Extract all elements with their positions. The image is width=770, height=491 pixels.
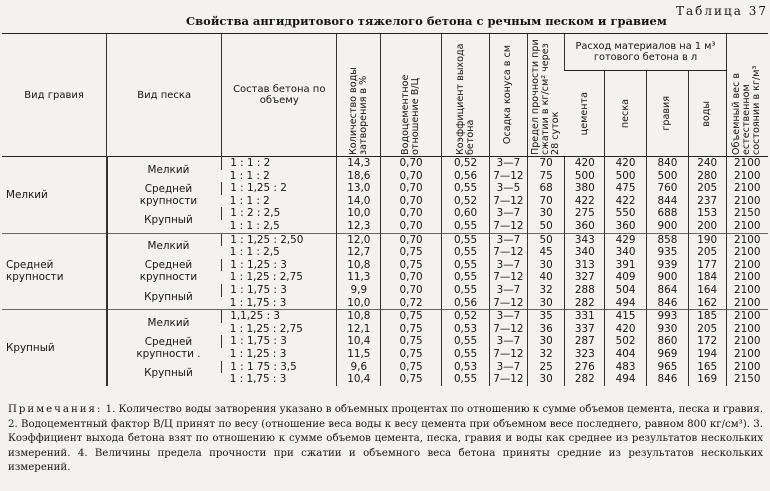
data-cell: 2100 <box>726 271 768 284</box>
data-cell: 2100 <box>726 323 768 336</box>
data-cell: 1 : 1 : 2,5 <box>229 219 280 232</box>
data-cell: 0,75 <box>381 348 442 361</box>
data-cell: 288 <box>565 284 605 297</box>
data-cell: 3—7 <box>490 259 528 272</box>
header-yield: Коэффициент выхода бетона <box>454 43 476 155</box>
data-cell: 0,52 <box>441 310 489 323</box>
data-cell: 68 <box>527 182 565 195</box>
data-cell: 1 : 1,75 : 3 <box>229 373 287 386</box>
sand-type-cell: Мелкий <box>107 233 222 259</box>
data-cell: 2100 <box>726 348 768 361</box>
data-cell: 0,70 <box>381 220 442 233</box>
data-cell: 1 : 1,25 : 2,75 <box>229 271 303 284</box>
data-cell: 7—12 <box>490 220 528 233</box>
data-cell: 844 <box>647 195 689 208</box>
data-cell: 3—7 <box>490 233 528 246</box>
data-cell: 340 <box>565 246 605 259</box>
data-cell: 40 <box>527 271 565 284</box>
data-cell: 475 <box>605 182 647 195</box>
data-cell: 7—12 <box>490 297 528 310</box>
data-cell: 0,70 <box>381 207 442 220</box>
data-cell: 2100 <box>726 297 768 310</box>
data-cell: 420 <box>605 323 647 336</box>
table-body <box>2 157 768 386</box>
data-cell: 0,53 <box>441 323 489 336</box>
data-cell: 11,5 <box>337 348 381 361</box>
data-cell: 0,52 <box>441 195 489 208</box>
data-cell: 1 : 1 : 2,5 <box>229 246 280 259</box>
table-row <box>2 259 768 272</box>
data-cell: 240 <box>688 157 726 170</box>
table-row <box>2 157 768 170</box>
data-cell: 12,7 <box>337 246 381 259</box>
data-cell: 1 : 1,25 : 3 <box>222 259 337 272</box>
data-cell: 0,55 <box>441 259 489 272</box>
header-water-qty: Количество воды затворения в % <box>347 67 369 155</box>
data-cell: 502 <box>605 335 647 348</box>
data-cell: 0,75 <box>381 246 442 259</box>
data-cell: 360 <box>605 220 647 233</box>
data-cell: 1 : 1 75 : 3,5 <box>222 361 337 374</box>
data-cell: 846 <box>647 373 689 386</box>
data-cell: 7—12 <box>490 271 528 284</box>
data-cell: 70 <box>527 157 565 170</box>
data-cell: 2100 <box>726 259 768 272</box>
data-cell: 0,70 <box>381 284 442 297</box>
data-cell: 500 <box>647 170 689 183</box>
data-cell: 162 <box>688 297 726 310</box>
data-cell: 0,56 <box>441 297 489 310</box>
table-row <box>2 233 768 246</box>
data-cell: 327 <box>565 271 605 284</box>
data-cell: 864 <box>647 284 689 297</box>
data-cell: 0,75 <box>381 310 442 323</box>
data-cell: 2100 <box>726 233 768 246</box>
data-cell: 1 : 1,25 : 2,75 <box>229 322 303 335</box>
data-cell: 205 <box>688 323 726 336</box>
header-wc-ratio: Водоцементное отношение В/Ц <box>400 74 422 155</box>
data-cell: 7—12 <box>490 348 528 361</box>
data-cell: 10,4 <box>337 373 381 386</box>
data-cell: 0,70 <box>381 170 442 183</box>
header-sand: Вид песка <box>107 34 222 157</box>
data-cell: 25 <box>527 361 565 374</box>
data-cell: 0,55 <box>441 246 489 259</box>
header-gravel: Вид гравия <box>2 34 107 157</box>
data-cell: 75 <box>527 170 565 183</box>
data-cell: 969 <box>647 348 689 361</box>
data-cell: 0,55 <box>441 233 489 246</box>
data-cell: 422 <box>605 195 647 208</box>
data-cell: 2100 <box>726 157 768 170</box>
data-cell: 205 <box>688 182 726 195</box>
data-cell: 3—7 <box>490 310 528 323</box>
data-cell: 7—12 <box>490 170 528 183</box>
data-cell: 3—5 <box>490 182 528 195</box>
data-cell: 12,0 <box>337 233 381 246</box>
data-cell: 500 <box>565 170 605 183</box>
data-cell: 993 <box>647 310 689 323</box>
data-cell: 360 <box>565 220 605 233</box>
data-cell: 391 <box>605 259 647 272</box>
notes-text: 1. Количество воды затворения указано в объемных процентах по отношению к сумме объемов цемента, песка и гравия. 2. Водоцементный фактор В/Ц принят по весу (отношение веса воды к весу цемента при объемном весе последнего, равном 800 кг/см³). 3. Коэффициент выхода бетона взят по отношению к сумме объемов цемента, песка, гравия и воды как среднее из результатов нескольких измерений. 4. Величины предела прочности при сжатии и объемного веса бетона приняты средние из результатов нескольких измерений. <box>8 404 763 473</box>
data-cell: 1,1,25 : 3 <box>222 310 337 323</box>
data-cell: 429 <box>605 233 647 246</box>
data-cell: 0,70 <box>381 271 442 284</box>
data-cell: 50 <box>527 233 565 246</box>
data-cell: 275 <box>565 207 605 220</box>
data-cell: 7—12 <box>490 373 528 386</box>
data-cell: 194 <box>688 348 726 361</box>
data-cell: 1 : 1,75 : 3 <box>222 284 337 297</box>
data-cell: 0,70 <box>381 233 442 246</box>
data-cell: 45 <box>527 246 565 259</box>
sand-type-cell: Крупный <box>107 361 222 386</box>
data-cell: 200 <box>688 220 726 233</box>
sand-type-cell: Средней крупности <box>107 182 222 207</box>
data-cell: 0,55 <box>441 348 489 361</box>
data-cell: 36 <box>527 323 565 336</box>
table-number: Таблица 37 <box>676 4 768 18</box>
data-cell: 965 <box>647 361 689 374</box>
data-cell: 2100 <box>726 284 768 297</box>
data-cell: 409 <box>605 271 647 284</box>
data-cell: 0,53 <box>441 361 489 374</box>
data-cell: 0,55 <box>441 271 489 284</box>
data-cell: 0,55 <box>441 182 489 195</box>
data-cell: 35 <box>527 310 565 323</box>
data-cell: 404 <box>605 348 647 361</box>
data-cell: 276 <box>565 361 605 374</box>
data-cell: 0,70 <box>381 182 442 195</box>
data-cell: 1 : 2 : 2,5 <box>222 207 337 220</box>
data-cell: 70 <box>527 195 565 208</box>
data-cell: 337 <box>565 323 605 336</box>
data-cell: 14,0 <box>337 195 381 208</box>
data-cell: 1 : 1,25 : 2 <box>222 182 337 195</box>
data-cell: 14,3 <box>337 157 381 170</box>
data-cell: 3—7 <box>490 207 528 220</box>
data-cell: 9,6 <box>337 361 381 374</box>
data-cell: 323 <box>565 348 605 361</box>
data-cell: 3—7 <box>490 361 528 374</box>
data-cell: 32 <box>527 348 565 361</box>
table-row <box>2 284 768 297</box>
data-cell: 2100 <box>726 195 768 208</box>
data-cell: 0,60 <box>441 207 489 220</box>
data-cell: 10,0 <box>337 207 381 220</box>
gravel-type-cell: Средней крупности <box>2 233 107 310</box>
table-row <box>2 335 768 348</box>
data-cell: 900 <box>647 271 689 284</box>
sand-type-cell: Средней крупности . <box>107 335 222 360</box>
data-cell: 0,55 <box>441 220 489 233</box>
data-cell: 12,3 <box>337 220 381 233</box>
data-cell: 1 : 1 : 2 <box>229 194 270 207</box>
data-cell: 9,9 <box>337 284 381 297</box>
data-cell: 2150 <box>726 207 768 220</box>
data-cell: 10,8 <box>337 310 381 323</box>
data-cell: 3—7 <box>490 284 528 297</box>
data-cell: 420 <box>605 157 647 170</box>
data-cell: 1 : 1 : 2 <box>222 157 337 170</box>
data-cell: 494 <box>605 297 647 310</box>
data-cell: 282 <box>565 297 605 310</box>
data-cell: 415 <box>605 310 647 323</box>
data-cell: 930 <box>647 323 689 336</box>
data-cell: 10,8 <box>337 259 381 272</box>
sand-type-cell: Крупный <box>107 284 222 310</box>
header-density: Объемный вес в естественном состоянии в кг/м³ <box>731 65 763 155</box>
data-cell: 287 <box>565 335 605 348</box>
data-cell: 2100 <box>726 182 768 195</box>
data-cell: 184 <box>688 271 726 284</box>
data-cell: 1 : 1,75 : 3 <box>222 335 337 348</box>
data-cell: 3—7 <box>490 157 528 170</box>
concrete-properties-table <box>2 33 768 386</box>
data-cell: 7—12 <box>490 195 528 208</box>
data-cell: 7—12 <box>490 246 528 259</box>
sand-type-cell: Мелкий <box>107 157 222 183</box>
data-cell: 282 <box>565 373 605 386</box>
gravel-type-cell: Мелкий <box>6 188 48 201</box>
data-cell: 13,0 <box>337 182 381 195</box>
table-title: Свойства ангидритового тяжелого бетона с речным песком и гравием <box>186 14 667 28</box>
data-cell: 11,3 <box>337 271 381 284</box>
data-cell: 688 <box>647 207 689 220</box>
data-cell: 0,55 <box>441 284 489 297</box>
data-cell: 153 <box>688 207 726 220</box>
data-cell: 504 <box>605 284 647 297</box>
data-cell: 840 <box>647 157 689 170</box>
header-gravel-l: гравия <box>661 96 673 131</box>
data-cell: 494 <box>605 373 647 386</box>
table-row <box>2 310 768 323</box>
header-cement: цемента <box>578 91 590 136</box>
data-cell: 380 <box>565 182 605 195</box>
header-sand-l: песка <box>619 99 631 129</box>
table-row <box>2 207 768 220</box>
data-cell: 1 : 1,75 : 3 <box>229 296 287 309</box>
header-water-l: воды <box>701 100 713 127</box>
data-cell: 550 <box>605 207 647 220</box>
data-cell: 1 : 1,25 : 3 <box>229 347 287 360</box>
data-cell: 205 <box>688 246 726 259</box>
data-cell: 0,75 <box>381 361 442 374</box>
gravel-type-cell: Крупный <box>2 310 107 386</box>
data-cell: 0,75 <box>381 335 442 348</box>
data-cell: 422 <box>565 195 605 208</box>
sand-type-cell: Средней крупности <box>107 259 222 284</box>
data-cell: 340 <box>605 246 647 259</box>
sand-type-cell: Мелкий <box>107 310 222 336</box>
data-cell: 7—12 <box>490 323 528 336</box>
data-cell: 2100 <box>726 220 768 233</box>
data-cell: 483 <box>605 361 647 374</box>
data-cell: 169 <box>688 373 726 386</box>
data-cell: 846 <box>647 297 689 310</box>
notes-label: Примечания: <box>8 404 103 415</box>
data-cell: 12,1 <box>337 323 381 336</box>
data-cell: 0,52 <box>441 157 489 170</box>
data-cell: 50 <box>527 220 565 233</box>
data-cell: 2100 <box>726 361 768 374</box>
data-cell: 0,55 <box>441 373 489 386</box>
data-cell: 860 <box>647 335 689 348</box>
data-cell: 343 <box>565 233 605 246</box>
data-cell: 2100 <box>726 310 768 323</box>
data-cell: 172 <box>688 335 726 348</box>
data-cell: 939 <box>647 259 689 272</box>
table-row <box>2 182 768 195</box>
data-cell: 10,0 <box>337 297 381 310</box>
data-cell: 1 : 1 : 2 <box>229 169 270 182</box>
data-cell: 760 <box>647 182 689 195</box>
header-slump: Осадка конуса в см <box>502 45 514 145</box>
data-cell: 2100 <box>726 170 768 183</box>
data-cell: 935 <box>647 246 689 259</box>
data-cell: 30 <box>527 207 565 220</box>
data-cell: 0,72 <box>381 297 442 310</box>
data-cell: 858 <box>647 233 689 246</box>
data-cell: 177 <box>688 259 726 272</box>
data-cell: 331 <box>565 310 605 323</box>
data-cell: 18,6 <box>337 170 381 183</box>
data-cell: 30 <box>527 335 565 348</box>
data-cell: 0,70 <box>381 157 442 170</box>
data-cell: 185 <box>688 310 726 323</box>
data-cell: 32 <box>527 284 565 297</box>
data-cell: 190 <box>688 233 726 246</box>
data-cell: 10,4 <box>337 335 381 348</box>
data-cell: 2100 <box>726 335 768 348</box>
data-cell: 280 <box>688 170 726 183</box>
data-cell: 30 <box>527 373 565 386</box>
data-cell: 164 <box>688 284 726 297</box>
notes <box>8 403 763 476</box>
data-cell: 30 <box>527 297 565 310</box>
data-cell: 420 <box>565 157 605 170</box>
data-cell: 0,70 <box>381 195 442 208</box>
data-cell: 0,55 <box>441 335 489 348</box>
data-cell: 2100 <box>726 246 768 259</box>
header-composition: Состав бетона по объему <box>222 34 337 157</box>
data-cell: 313 <box>565 259 605 272</box>
data-cell: 900 <box>647 220 689 233</box>
data-cell: 3—7 <box>490 335 528 348</box>
sand-type-cell: Крупный <box>107 207 222 233</box>
data-cell: 165 <box>688 361 726 374</box>
table-row <box>2 361 768 374</box>
header-consumption: Расход материалов на 1 м³ готового бетона в л <box>565 34 726 71</box>
data-cell: 0,75 <box>381 259 442 272</box>
data-cell: 0,75 <box>381 373 442 386</box>
data-cell: 1 : 1,25 : 2,50 <box>222 233 337 246</box>
data-cell: 237 <box>688 195 726 208</box>
data-cell: 0,75 <box>381 323 442 336</box>
data-cell: 0,56 <box>441 170 489 183</box>
data-cell: 500 <box>605 170 647 183</box>
data-cell: 2150 <box>726 373 768 386</box>
data-cell: 30 <box>527 259 565 272</box>
header-strength: Предел прочности при сжатии в кг/см² через 28 суток <box>530 39 562 155</box>
